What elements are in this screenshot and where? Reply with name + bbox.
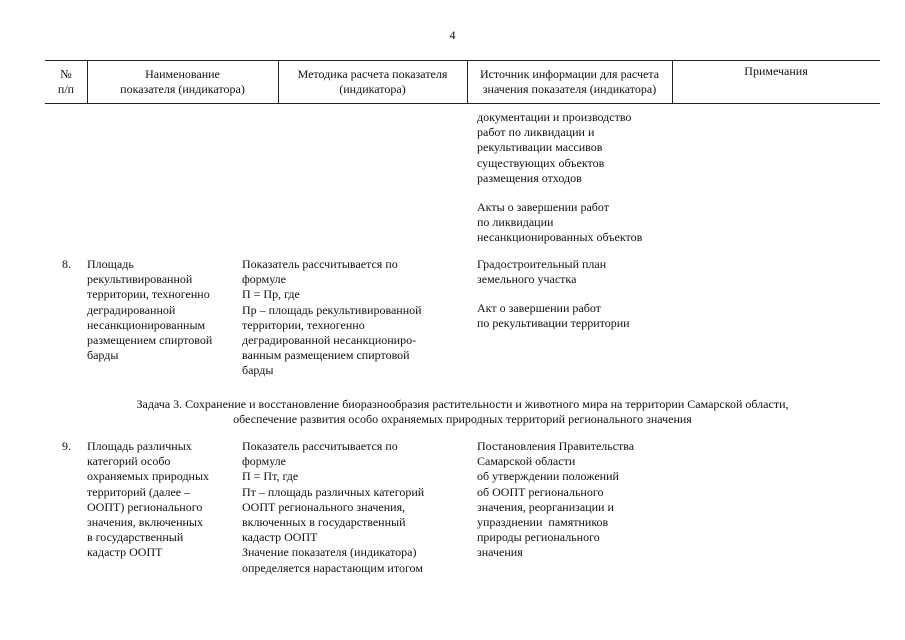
header-num: № п/п — [57, 67, 75, 96]
header-name: Наименование показателя (индикатора) — [120, 67, 245, 96]
row9-method: Показатель рассчитывается по формуле П = Пт, где Пт – площадь различных категорий ООПТ регионального значения, включенных в государственный кадастр ООПТ Значение показателя (индикатора) определяется нарастающим итогом — [242, 439, 425, 575]
row9-source: Постановления Правительства Самарской области об утверждении положений об ООПТ регионального значения, реорганизации и упразднении памятников природы регионального значения — [477, 439, 635, 560]
header-source: Источник информации для расчета значения показателя (индикатора) — [479, 67, 660, 96]
continuation-acts-text: Акты о завершении работ по ликвидации несанкционированных объектов — [477, 200, 643, 245]
row9-number: 9. — [62, 439, 71, 453]
header-method: Методика расчета показателя (индикатора) — [297, 67, 448, 96]
row8-method: Показатель рассчитывается по формуле П = Пр, где Пр – площадь рекультивированной территории, техногенно деградированной несанкциониро- ванным размещением спиртовой барды — [242, 257, 422, 378]
task3-heading: Задача 3. Сохранение и восстановление биоразнообразия растительности и животного мира на территории Самарской области, обеспечение развития особо охраняемых природных территорий регионального значения — [136, 397, 789, 426]
page-number: 4 — [449, 28, 456, 42]
row9-indicator-name: Площадь различных категорий особо охраняемых природных территорий (далее – ООПТ) регионального значения, включенных в государственный кадастр ООПТ — [87, 439, 210, 560]
row8-indicator-name: Площадь рекультивированной территории, техногенно деградированной несанкционированным размещением спиртовой барды — [87, 257, 213, 363]
header-notes: Примечания — [744, 64, 808, 78]
row8-source-act: Акт о завершении работ по рекультивации территории — [477, 301, 630, 331]
row8-source-plan: Градостроительный план земельного участка — [477, 257, 607, 287]
continuation-source-text: документации и производство работ по ликвидации и рекультивации массивов существующих объектов размещения отходов — [477, 110, 632, 185]
row8-number: 8. — [62, 257, 71, 271]
table-header — [45, 60, 880, 104]
